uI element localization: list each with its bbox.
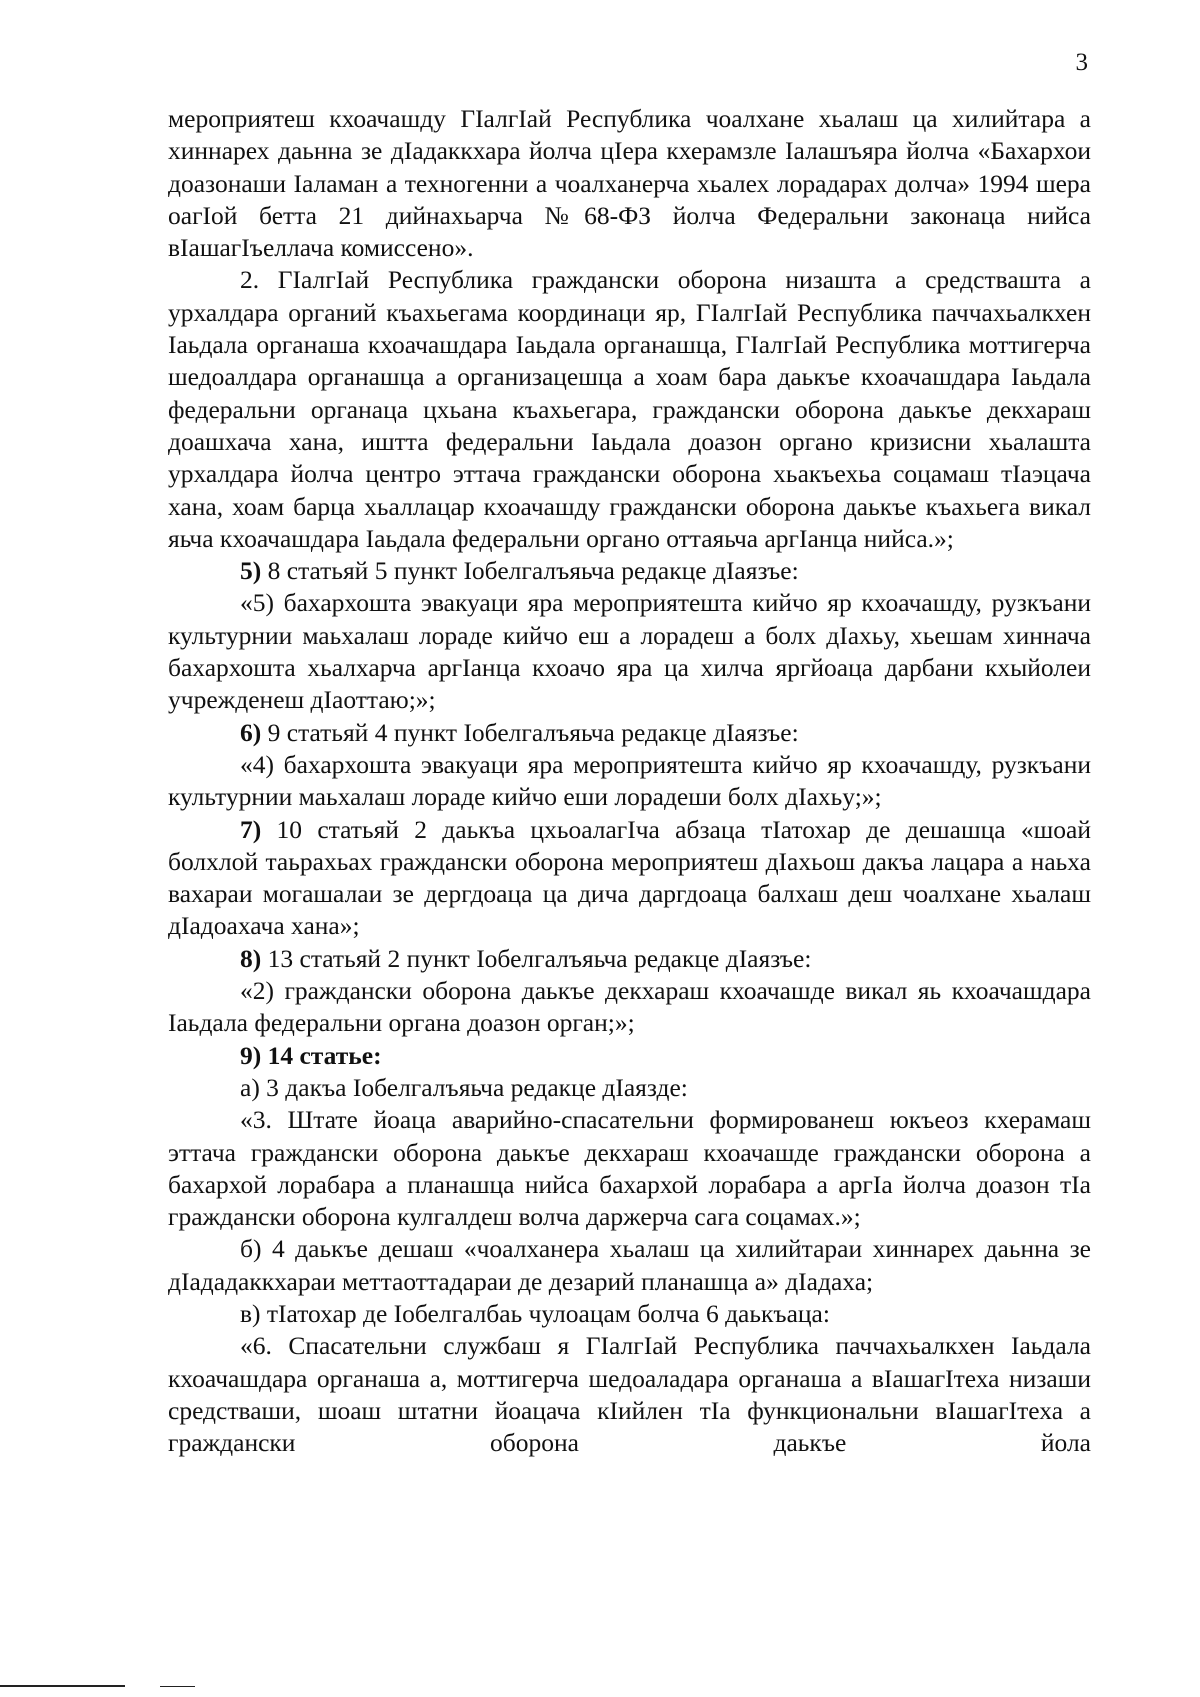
paragraph-subitem-v: в) тІатохар де Іобелгалбаь чулоацам болча 6 даькъаца: — [240, 1298, 830, 1328]
item-text: 13 статьяй 2 пункт Іобелгалъяьча редакце дІаязъе: — [261, 943, 812, 973]
paragraph-quote-6: «6. Спасательни службаш я ГІалгІай Республика паччахьалкхен Іаьдала кхоачашдара органаша а, моттигерча шедоаладара органаша а вІашагІтеха низаши средстваши, шоаш штатни йоацача кІийлен тІа функциональни вІашагІтеха а граждански оборона даькъе йола — [168, 1331, 1091, 1458]
item-number: 5) — [240, 556, 262, 586]
scan-artifact-line — [0, 1685, 125, 1687]
paragraph-quote-2: «2) граждански оборона даькъе декхараш кхоачашде викал яь кхоачашдара Іаьдала федеральни органа доазон орган;»; — [168, 976, 1091, 1038]
paragraph-continuation: мероприятеш кхоачашду ГІалгІай Республика чоалхане хьалаш ца хилийтара а хиннарех даьнна зе дІадаккхара йолча цІера кхерамзле Іалашъяра йолча «Бахархои доазонаши Іаламан а техногенни а чоалханерча хьалех лорадарах долча» 1994 шера оагІой бетта 21 дийнахьарча №68-ФЗ йолча Федеральни законаца нийса вІашагІъеллача комиссено». — [168, 104, 1091, 263]
paragraph-quote-4: «4) бахархошта эвакуаци яра мероприятешта кийчо яр кхоачашду, рузкъани культурнии маьхалаш лораде кийчо еши лорадеши болх дІахьу;»; — [168, 749, 1091, 812]
scan-artifact-line — [160, 1686, 195, 1687]
paragraph-item-6 — [168, 717, 1091, 749]
paragraph-item-2: 2. ГІалгІай Республика граждански оборона низашта а средствашта а урхалдара органий къахьегама координаци яр, ГІалгІай Республика паччахьалкхен Іаьдала органаша кхоачашдара Іаьдала органашца, ГІалгІай Республика моттигерча шедоалдара органашца а организацешца а хоам бара даькъе кхоачашдара Іаьдала федеральни органаца цхьана къахьегара, граждански оборона даькъе декхараш доашхача хана, иштта федеральни Іаьдала доазон органо кризисни хьалашта урхалдара йолча центро эттача граждански оборона хьакъехьа соцамаш тІаэцача хана, хоам барца хьаллацар кхоачашду граждански оборона даькъе къахьега викал яьча кхоачашдара Іаьдала федеральни органо оттаяьча аргІанца нийса.»; — [168, 265, 1091, 553]
paragraph-subitem-a: а) 3 дакъа Іобелгалъяьча редакце дІаязде: — [240, 1072, 688, 1102]
item-text: 8 статьяй 5 пункт Іобелгалъяьча редакце дІаязъе: — [261, 556, 799, 586]
paragraph-item-9: 9) 14 статье: — [240, 1040, 382, 1070]
paragraph-item-5 — [168, 555, 1091, 587]
item-text: 9 статьяй 4 пункт Іобелгалъяьча редакце дІаязъе: — [261, 717, 799, 747]
item-number: 7) — [240, 814, 262, 844]
paragraph-item-8 — [168, 943, 1091, 975]
page-number: 3 — [1075, 49, 1088, 76]
paragraph-quote-3: «3. Штате йоаца аварийно-спасательни формированеш юкъеоз кхерамаш эттача граждански оборона даькъе декхараш кхоачашде граждански оборона а бахархой лорабара а планашца нийса бахархой лорабара а аргІа йолча доазон тІа граждански оборона кулгалдеш волча даржерча сага соцамах.»; — [168, 1105, 1091, 1232]
item-number: 8) — [240, 943, 262, 973]
document-body — [168, 103, 1091, 1459]
item-text: 10 статьяй 2 даькъа цхьоалагІча абзаца тІатохар де дешашца «шоай болхлой таьрахьах граждански оборона мероприятеш дІахьош дакъа лацара а наьха вахараи могашалаи зе дергдоаца ца дича даргдоаца балхаш деш чоалхане хьалаш дІадоахача хана»; — [168, 814, 1091, 941]
paragraph-item-7 — [168, 814, 1091, 943]
paragraph-quote-5: «5) бахархошта эвакуаци яра мероприятешта кийчо яр кхоачашду, рузкъани культурнии маьхалаш лораде кийчо еш а лорадеш а болх дІахьу, хьешам хиннача бахархошта хьалхарча аргІанца кхоачо яра ца хилча яргйоаца дарбани кхыйолеи учрежденеш дІаоттаю;»; — [168, 588, 1091, 715]
paragraph-subitem-b: б) 4 даькъе дешаш «чоалханера хьалаш ца хилийтараи хиннарех даьнна зе дІададаккхараи меттаоттадараи де дезарий планашца а» дІадаха; — [168, 1234, 1091, 1296]
item-number: 6) — [240, 717, 262, 747]
